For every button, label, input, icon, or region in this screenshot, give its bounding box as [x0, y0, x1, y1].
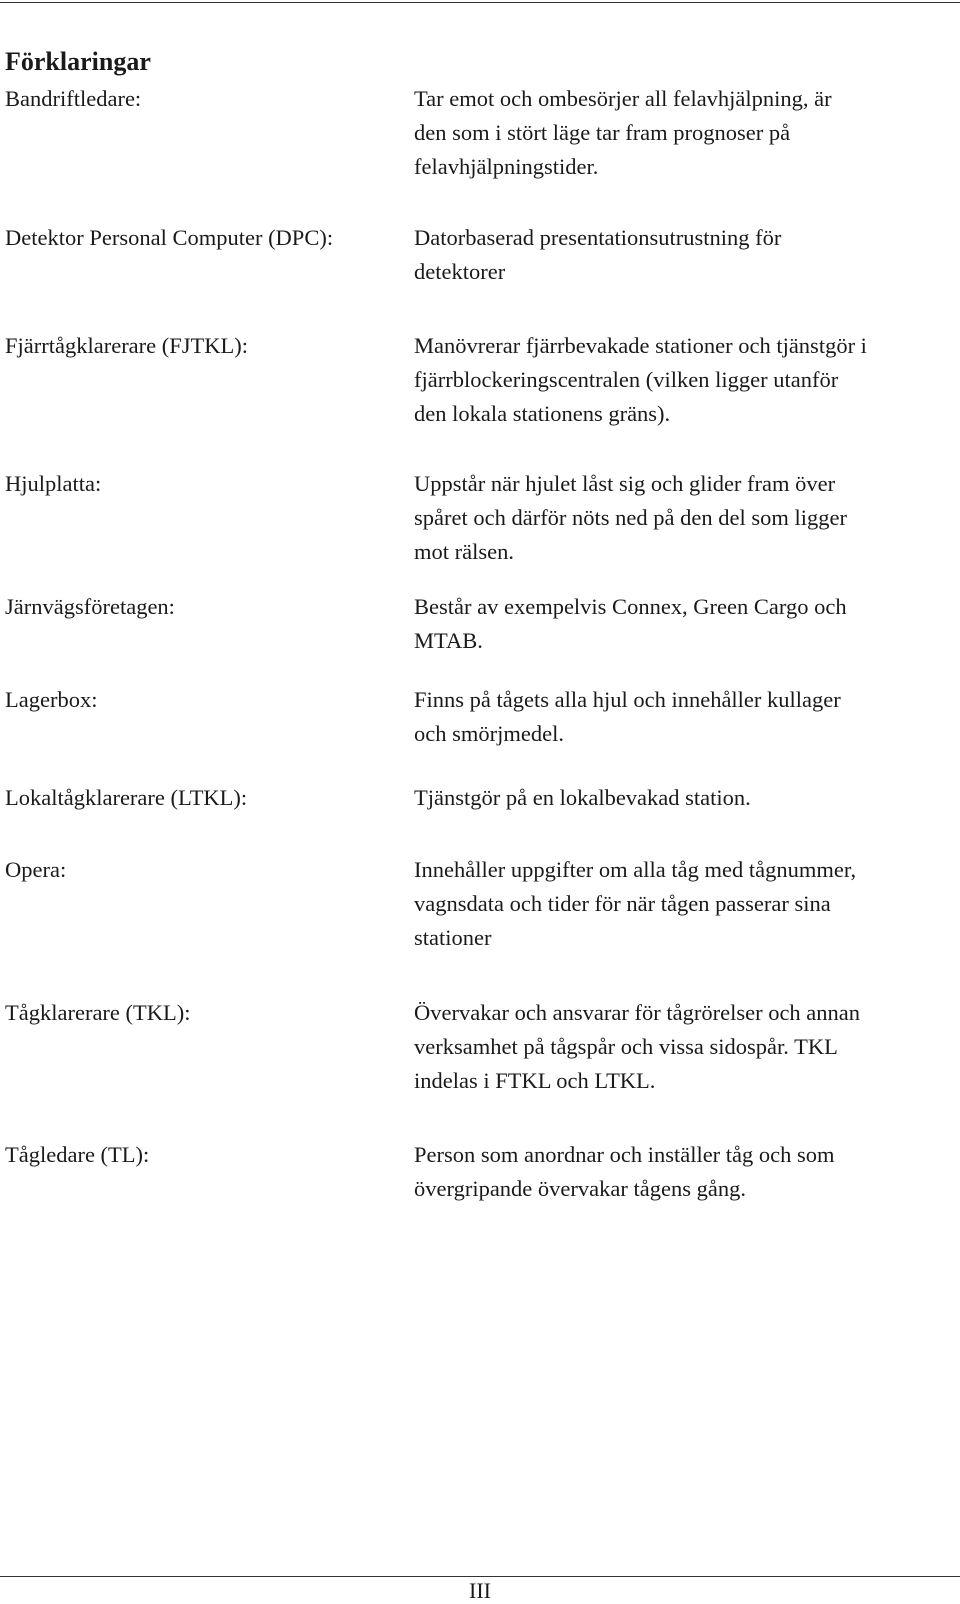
glossary-definition	[414, 467, 954, 569]
definition-line: Övervakar och ansvarar för tågrörelser och annan	[414, 1000, 861, 1025]
glossary-term: Opera:	[5, 857, 67, 882]
glossary-term: Järnvägsföretagen:	[5, 594, 175, 619]
definition-line: den lokala stationens gräns).	[414, 401, 671, 426]
definition-line: indelas i FTKL och LTKL.	[414, 1068, 656, 1093]
page-number: III	[469, 1578, 491, 1603]
definition-line: vagnsdata och tider för när tågen passerar sina	[414, 891, 831, 916]
glossary-definition	[414, 853, 954, 955]
glossary-definition	[414, 781, 954, 815]
glossary-definition	[414, 329, 954, 431]
glossary-term: Lagerbox:	[5, 687, 98, 712]
definition-line: Tar emot och ombesörjer all felavhjälpning, är	[414, 86, 832, 111]
definition-line: och smörjmedel.	[414, 721, 564, 746]
definition-line: spåret och därför nöts ned på den del som ligger	[414, 505, 847, 530]
glossary-definition	[414, 82, 954, 184]
glossary-definition	[414, 996, 954, 1098]
definition-line: Uppstår när hjulet låst sig och glider fram över	[414, 471, 836, 496]
glossary-term: Hjulplatta:	[5, 471, 102, 496]
definition-line: Datorbaserad presentationsutrustning för	[414, 225, 782, 250]
definition-line: Manövrerar fjärrbevakade stationer och tjänstgör i	[414, 333, 867, 358]
definition-line: övergripande övervakar tågens gång.	[414, 1176, 746, 1201]
definition-line: Består av exempelvis Connex, Green Cargo och	[414, 594, 847, 619]
glossary-term: Lokaltågklarerare (LTKL):	[5, 785, 248, 810]
definition-line: MTAB.	[414, 628, 483, 653]
definition-line: fjärrblockeringscentralen (vilken ligger utanför	[414, 367, 839, 392]
glossary-term: Detektor Personal Computer (DPC):	[5, 225, 334, 250]
glossary-definition	[414, 590, 954, 658]
definition-line: Innehåller uppgifter om alla tåg med tågnummer,	[414, 857, 857, 882]
definition-line: Person som anordnar och inställer tåg och som	[414, 1142, 835, 1167]
glossary-definition	[414, 683, 954, 751]
definition-line: Finns på tågets alla hjul och innehåller kullager	[414, 687, 841, 712]
footer-rule	[0, 1576, 960, 1577]
definition-line: detektorer	[414, 259, 506, 284]
definition-line: verksamhet på tågspår och vissa sidospår. TKL	[414, 1034, 838, 1059]
definition-line: Tjänstgör på en lokalbevakad station.	[414, 785, 751, 810]
glossary-term: Bandriftledare:	[5, 86, 142, 111]
section-heading: Förklaringar	[5, 47, 151, 76]
definition-line: felavhjälpningstider.	[414, 154, 599, 179]
definition-line: den som i stört läge tar fram prognoser på	[414, 120, 791, 145]
glossary-definition	[414, 221, 954, 289]
definition-line: mot rälsen.	[414, 539, 514, 564]
glossary-term: Fjärrtågklarerare (FJTKL):	[5, 333, 249, 358]
glossary-definition	[414, 1138, 954, 1206]
top-rule	[0, 2, 960, 3]
glossary-term: Tågledare (TL):	[5, 1142, 150, 1167]
definition-line: stationer	[414, 925, 492, 950]
glossary-term: Tågklarerare (TKL):	[5, 1000, 191, 1025]
